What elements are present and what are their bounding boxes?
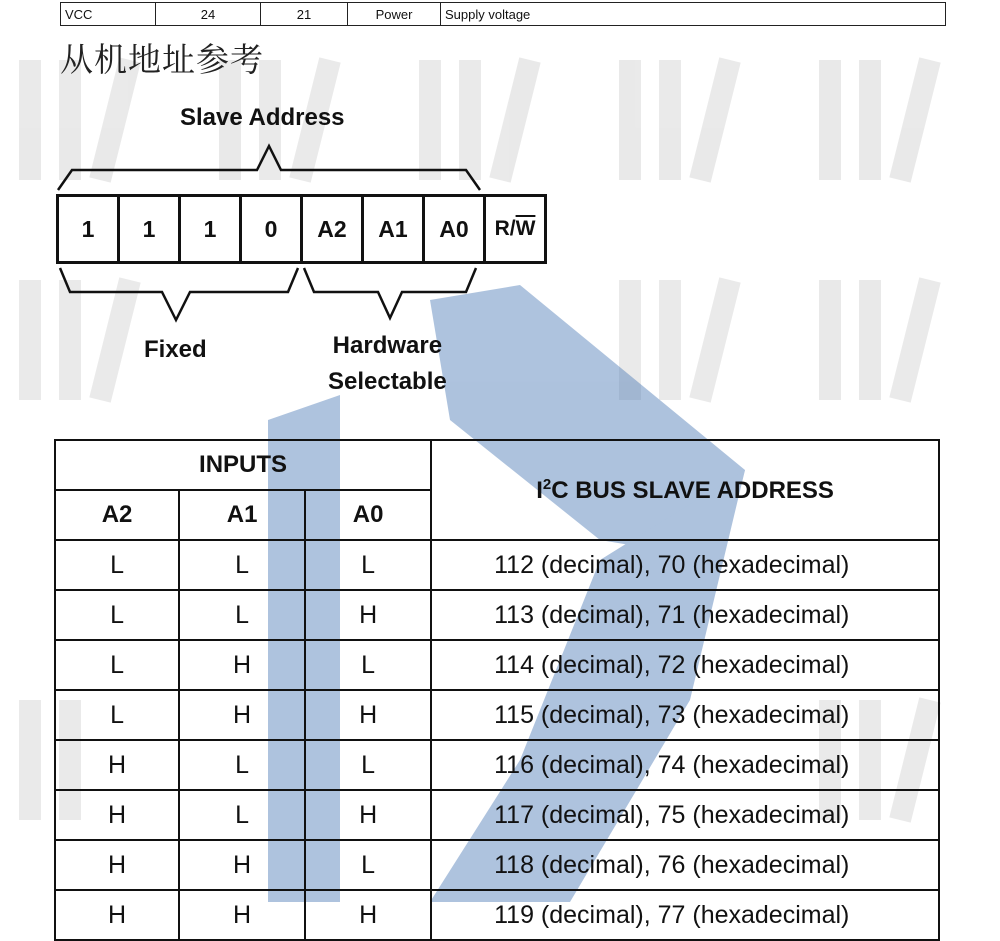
hardware-brace <box>304 268 476 318</box>
address-header-rest: C BUS SLAVE ADDRESS <box>551 476 834 504</box>
bit-a0: A0 <box>425 197 486 261</box>
cell-a1: H <box>179 640 305 690</box>
section-title: 从机地址参考 <box>60 40 264 79</box>
cell-a0: H <box>305 690 431 740</box>
cell-a2: L <box>55 690 179 740</box>
top-brace <box>58 146 480 190</box>
cell-a2: H <box>55 890 179 940</box>
bit-a1: A1 <box>364 197 425 261</box>
cell-a1: L <box>179 540 305 590</box>
table-row <box>55 890 939 940</box>
table-row <box>55 740 939 790</box>
pin-row <box>61 3 946 26</box>
cell-address: 115 (decimal), 73 (hexadecimal) <box>431 690 939 740</box>
cell-a0: L <box>305 540 431 590</box>
cell-a1: H <box>179 840 305 890</box>
pin-name: VCC <box>61 3 156 26</box>
bit-5: 1 <box>181 197 242 261</box>
col-a2-header: A2 <box>55 490 179 540</box>
cell-a0: L <box>305 740 431 790</box>
cell-address: 117 (decimal), 75 (hexadecimal) <box>431 790 939 840</box>
cell-a2: L <box>55 640 179 690</box>
cell-a1: H <box>179 890 305 940</box>
hardware-label-line1: Hardware <box>332 332 443 359</box>
cell-a1: L <box>179 590 305 640</box>
cell-address: 112 (decimal), 70 (hexadecimal) <box>431 540 939 590</box>
col-a0-header: A0 <box>305 490 431 540</box>
slave-address-diagram <box>52 100 552 400</box>
address-bit-row <box>56 194 547 264</box>
cell-address: 119 (decimal), 77 (hexadecimal) <box>431 890 939 940</box>
cell-address: 114 (decimal), 72 (hexadecimal) <box>431 640 939 690</box>
bit-6: 1 <box>120 197 181 261</box>
cell-a2: H <box>55 790 179 840</box>
cell-a0: H <box>305 890 431 940</box>
pin-number-a: 24 <box>156 3 261 26</box>
bit-7: 1 <box>59 197 120 261</box>
table-row <box>55 840 939 890</box>
cell-a2: H <box>55 840 179 890</box>
cell-a0: H <box>305 790 431 840</box>
pin-description: Supply voltage <box>441 3 946 26</box>
cell-a1: H <box>179 690 305 740</box>
rw-prefix: R/ <box>494 217 516 240</box>
table-row <box>55 690 939 740</box>
pin-table-row <box>60 2 946 26</box>
rw-suffix: $\overline{W}$ <box>515 217 536 240</box>
cell-address: 116 (decimal), 74 (hexadecimal) <box>431 740 939 790</box>
table-row <box>55 540 939 590</box>
cell-address: 118 (decimal), 76 (hexadecimal) <box>431 840 939 890</box>
slave-address-table <box>54 439 940 941</box>
address-header-sup: 2 <box>542 475 552 493</box>
inputs-header: INPUTS <box>55 440 431 490</box>
cell-a2: L <box>55 590 179 640</box>
fixed-label: Fixed <box>144 336 207 363</box>
table-row <box>55 590 939 640</box>
pin-type: Power <box>348 3 441 26</box>
table-row <box>55 640 939 690</box>
cell-a0: H <box>305 590 431 640</box>
cell-a1: L <box>179 740 305 790</box>
address-header-prefix: I <box>536 476 543 504</box>
cell-a0: L <box>305 840 431 890</box>
fixed-brace <box>60 268 298 320</box>
cell-a1: L <box>179 790 305 840</box>
col-a1-header: A1 <box>179 490 305 540</box>
cell-a2: L <box>55 540 179 590</box>
cell-a0: L <box>305 640 431 690</box>
hardware-selectable-label <box>328 328 447 400</box>
cell-address: 113 (decimal), 71 (hexadecimal) <box>431 590 939 640</box>
slave-address-label: Slave Address <box>180 104 345 131</box>
pin-number-b: 21 <box>261 3 348 26</box>
bit-rw <box>486 197 544 261</box>
cell-a2: H <box>55 740 179 790</box>
hardware-label-line2: Selectable <box>328 368 447 395</box>
table-row <box>55 790 939 840</box>
address-header <box>431 440 939 540</box>
bit-a2: A2 <box>303 197 364 261</box>
bit-4: 0 <box>242 197 303 261</box>
